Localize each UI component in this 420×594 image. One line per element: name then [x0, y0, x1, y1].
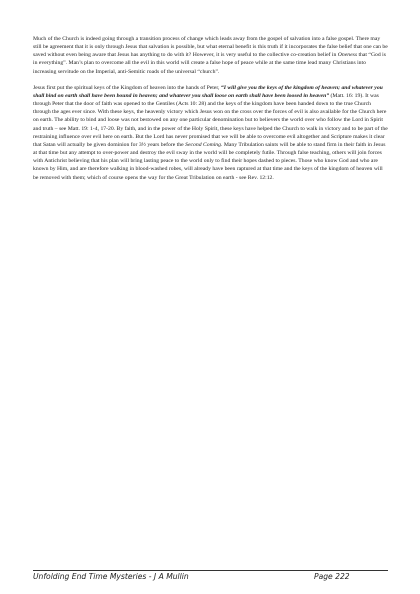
paragraph-1: [33, 35, 388, 76]
paragraph-2-italic-term: Second Coming: [185, 141, 221, 148]
paragraph-1-text-end: that “God is in everything”. Man’s plan to overcome all the evil in this world will create a false hope of peace while at the same time lead many Christians into increasing servitude on the Imperial, anti-Semitic roads of the universal “church”.: [33, 52, 386, 75]
paragraph-1-italic-term: Oneness: [337, 52, 358, 59]
document-body: [33, 35, 388, 182]
paragraph-2-scripture-quote: “I will give you the keys of the kingdom of heaven; and whatever you shall bind on earth shall have been bound in heaven; and whatever you shall loose on earth shall have been loosed in heaven”: [33, 84, 383, 99]
footer-page-number: Page 222: [314, 572, 350, 581]
paragraph-2-text-middle: (Matt. 16: 19). It was through Peter that the door of faith was opened to the Gentiles (Acts 10: 28) and the keys of the kingdom have been handed down to the true Church through the ages ever since. With these keys, the heavenly victory which Jesus won on the cross over the forces of evil is also available for the Church here on earth. The ability to bind and loose was not bestowed on any one particular denomination but to believers the world over who follow the Lord in Spirit and truth – see Matt. 19: 1-4, 17-20. By faith, and in the power of the Holy Spirit, these keys have helped the Church to walk in victory and to be part of the restraining influence over evil here on earth. But the Lord has never promised that we will be able to overcome evil altogether and Scripture makes it clear that Satan will actually be given dominion for 3½ years before the: [33, 92, 388, 148]
paragraph-1-text: Much of the Church is indeed going through a transition process of change which leads away from the gospel of salvation into a false gospel. There may still be agreement that it is only through Jesus that salvation is possible, but what eternal benefit is this truth if it incorporates the false belief that one can be saved without even being aware that Jesus has anything to do with it? However, it is very useful to the collective co-creation belief in: [33, 36, 388, 59]
footer-book-title: Unfolding End Time Mysteries - J A Mullin: [33, 572, 189, 581]
page-footer: [33, 570, 388, 581]
paragraph-2: [33, 84, 388, 182]
paragraph-2-text-start: Jesus first put the spiritual keys of the Kingdom of heaven into the hands of Peter,: [33, 84, 221, 91]
paragraph-2-text-end: . Many Tribulation saints will be able to stand firm in their faith in Jesus at that time but any attempt to over-power and destroy the evil sway in the world will be completely futile. Through false teaching, others will join forces with Antichrist believing that his plan will bring lasting peace to the world only to find their hopes dashed to pieces. Those who know God and who are known by Him, and are therefore walking in blood-washed robes, will already have been raptured at that time and the keys of the kingdom of heaven will be removed with them; which of course opens the way for the Great Tribulation on earth - see Rev. 12:12.: [33, 141, 386, 181]
